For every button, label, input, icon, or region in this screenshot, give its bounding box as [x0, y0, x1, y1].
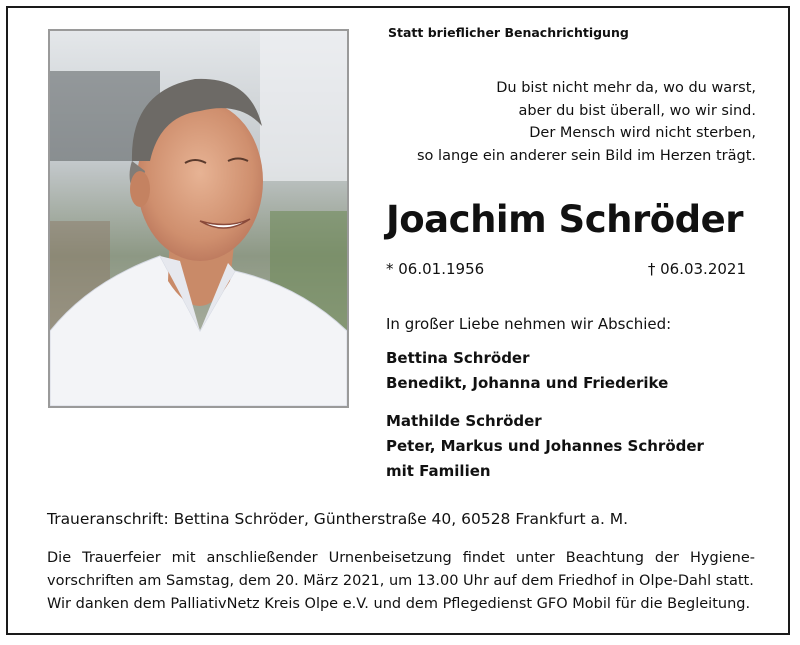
- birth-date: * 06.01.1956: [386, 260, 485, 278]
- deceased-name: Joachim Schröder: [386, 198, 743, 241]
- portrait-illustration: [50, 31, 347, 406]
- ceremony-line: Die Trauerfeier mit anschließender Urnenbeisetzung findet unter Beachtung der Hygiene-: [47, 550, 755, 566]
- mourner-line: Peter, Markus und Johannes Schröder: [386, 437, 704, 455]
- mourners-group-1: [386, 346, 668, 396]
- mourner-line: mit Familien: [386, 462, 491, 480]
- poem-line: Du bist nicht mehr da, wo du warst,: [496, 80, 756, 96]
- mourner-line: Mathilde Schröder: [386, 412, 542, 430]
- death-date: † 06.03.2021: [647, 260, 746, 278]
- poem-line: so lange ein anderer sein Bild im Herzen trägt.: [417, 147, 756, 164]
- ceremony-line: vorschriften am Samstag, dem 20. März 2021, um 13.00 Uhr auf dem Friedhof in Olpe-Dahl statt.: [47, 573, 754, 589]
- mourners-group-2: [386, 409, 704, 484]
- condolence-address: Traueranschrift: Bettina Schröder, Güntherstraße 40, 60528 Frankfurt a. M.: [47, 510, 629, 528]
- ceremony-line: Wir danken dem PalliativNetz Kreis Olpe e.V. und dem Pflegedienst GFO Mobil für die Begleitung.: [47, 596, 751, 612]
- mourner-line: Benedikt, Johanna und Friederike: [386, 374, 669, 392]
- ceremony-info: [47, 547, 755, 616]
- poem: [417, 77, 756, 167]
- poem-line: Der Mensch wird nicht sterben,: [529, 125, 756, 141]
- farewell-line: In großer Liebe nehmen wir Abschied:: [386, 315, 672, 333]
- header-note: Statt brieflicher Benachrichtigung: [388, 25, 629, 40]
- poem-line: aber du bist überall, wo wir sind.: [518, 102, 756, 119]
- mourner-line: Bettina Schröder: [386, 349, 530, 367]
- portrait-photo: [48, 29, 349, 408]
